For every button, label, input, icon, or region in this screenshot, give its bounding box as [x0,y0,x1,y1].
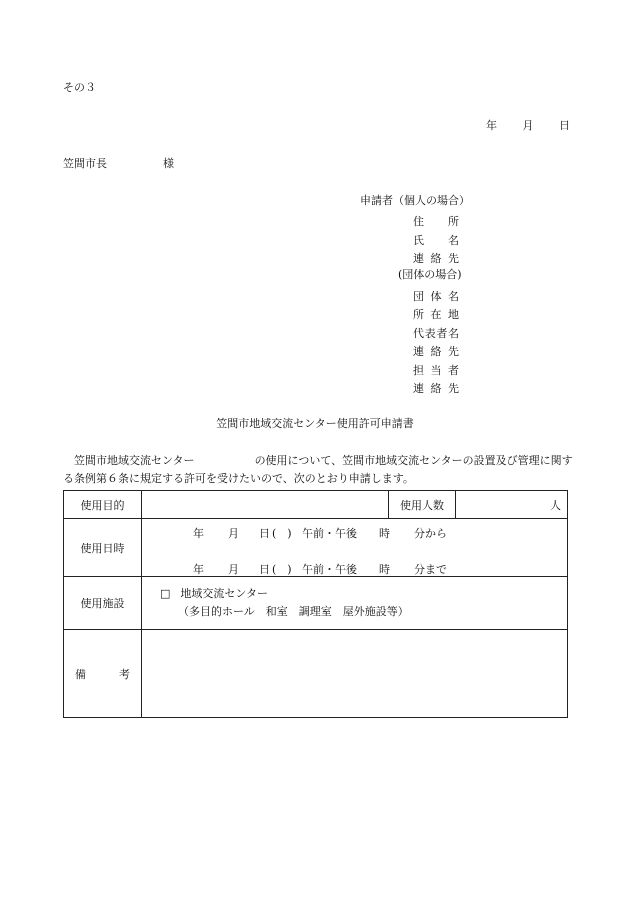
facility-row [64,577,568,630]
facility-label: 使用施設 [64,577,142,630]
applicant-contact-label: 連 絡 先 [413,252,459,265]
to-weekday: ( ) [272,563,292,576]
facility-name: 地域交流センター [180,587,268,600]
facility-detail: （多目的ホール 和室 調理室 屋外施設等） [178,605,409,618]
to-ampm: 午前・午後 [302,563,357,576]
remarks-row [64,630,568,718]
applicant-heading: 申請者（個人の場合） [360,194,470,207]
to-minute: 分まで [414,563,447,576]
date-month: 月 [522,119,534,132]
datetime-field[interactable] [142,519,568,577]
to-day: 日 [259,563,270,576]
intro-line-1 [63,454,573,467]
from-year: 年 [193,527,204,540]
remarks-field[interactable] [142,630,568,718]
date-year: 年 [486,119,497,132]
addressee-honorific: 様 [163,157,174,170]
to-year: 年 [193,563,204,576]
purpose-row [64,491,568,519]
from-day: 日 [259,527,270,540]
purpose-field[interactable] [142,491,389,519]
applicant-name-label: 氏 名 [413,234,459,247]
intro-text: の使用について、笠間市地域交流センターの設置及び管理に関す [254,454,573,467]
from-month: 月 [228,527,239,540]
addressee-name: 笠間市長 [63,157,107,170]
addressee [63,158,174,169]
people-label: 使用人数 [389,491,456,519]
date-day: 日 [559,119,570,132]
facility-field [142,577,568,630]
to-hour: 時 [379,563,390,576]
facility-checkbox[interactable]: □ [160,587,171,600]
page-number-label: その３ [63,81,96,94]
people-field[interactable] [456,491,568,519]
from-ampm: 午前・午後 [302,527,357,540]
group-heading: (団体の場合) [398,268,462,281]
purpose-label: 使用目的 [64,491,142,519]
datetime-row [64,519,568,577]
applicant-address-label: 住 所 [413,215,459,228]
group-location-label: 所 在 地 [413,308,459,321]
intro-line-2: る条例第６条に規定する許可を受けたいので、次のとおり申請します。 [63,472,414,485]
datetime-label: 使用日時 [64,519,142,577]
group-person-in-charge-label: 担 当 者 [413,364,459,377]
date-line [464,120,570,131]
intro-facility: 笠間市地域交流センター [74,454,195,467]
group-contact2-label: 連 絡 先 [413,382,459,395]
group-representative-label: 代表者名 [413,327,459,340]
application-table [63,490,568,718]
group-name-label: 団 体 名 [413,290,459,303]
from-weekday: ( ) [272,527,292,540]
group-contact-label: 連 絡 先 [413,345,459,358]
from-minute: 分から [414,527,447,540]
form-title: 笠間市地域交流センター使用許可申請書 [216,417,414,430]
remarks-label: 備 考 [64,630,142,718]
from-hour: 時 [379,527,390,540]
to-month: 月 [228,563,239,576]
facility-option[interactable] [160,585,567,603]
people-unit: 人 [550,498,561,512]
